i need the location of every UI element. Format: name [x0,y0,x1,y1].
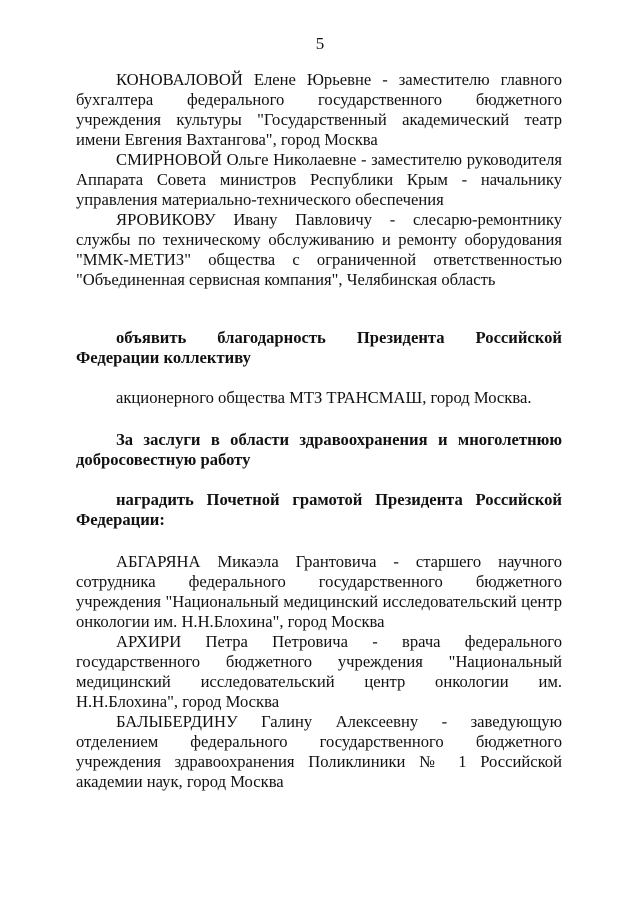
page-number: 5 [315,34,325,53]
awardees-list-b [76,552,562,792]
merit-heading: За заслуги в области здравоохранения и многолетнюю добросовестную работу [76,430,562,469]
awardee-paragraph: БАЛЫБЕРДИНУ Галину Алексеевну - заведующую отделением федерального государственного бюджетного учреждения здравоохранения Поликлиники № 1 Российской академии наук, город Москва [76,712,562,791]
awardee-paragraph: КОНОВАЛОВОЙ Елене Юрьевне - заместителю главного бухгалтера федерального государственного бюджетного учреждения культуры "Государственный академический театр имени Евгения Вахтангова", город Москва [76,70,562,149]
gratitude-section [76,328,562,368]
awardee-paragraph: СМИРНОВОЙ Ольге Николаевне - заместителю руководителя Аппарата Совета министров Республики Крым - начальнику управления материально-технического обеспечения [76,150,562,209]
gratitude-heading: объявить благодарность Президента Российской Федерации коллективу [76,328,562,367]
gratitude-recipient: акционерного общества МТЗ ТРАНСМАШ, город Москва. [116,388,532,407]
award-section [76,490,562,530]
awardee-paragraph: АБГАРЯНА Микаэла Грантовича - старшего научного сотрудника федерального государственного бюджетного учреждения "Национальный медицинский исследовательский центр онкологии им. Н.Н.Блохина", город Москва [76,552,562,631]
award-heading: наградить Почетной грамотой Президента Российской Федерации: [76,490,562,529]
gratitude-recipient-block [76,388,562,408]
awardees-list-a [76,70,562,290]
awardee-paragraph: АРХИРИ Петра Петровича - врача федерального государственного бюджетного учреждения "Национальный медицинский исследовательский центр онкологии им. Н.Н.Блохина", город Москва [76,632,562,711]
awardee-paragraph: ЯРОВИКОВУ Ивану Павловичу - слесарю-ремонтнику службы по техническому обслуживанию и ремонту оборудования "ММК-МЕТИЗ" общества с ограниченной ответственностью "Объединенная сервисная компания", Челябинская область [76,210,562,289]
merit-section [76,430,562,470]
